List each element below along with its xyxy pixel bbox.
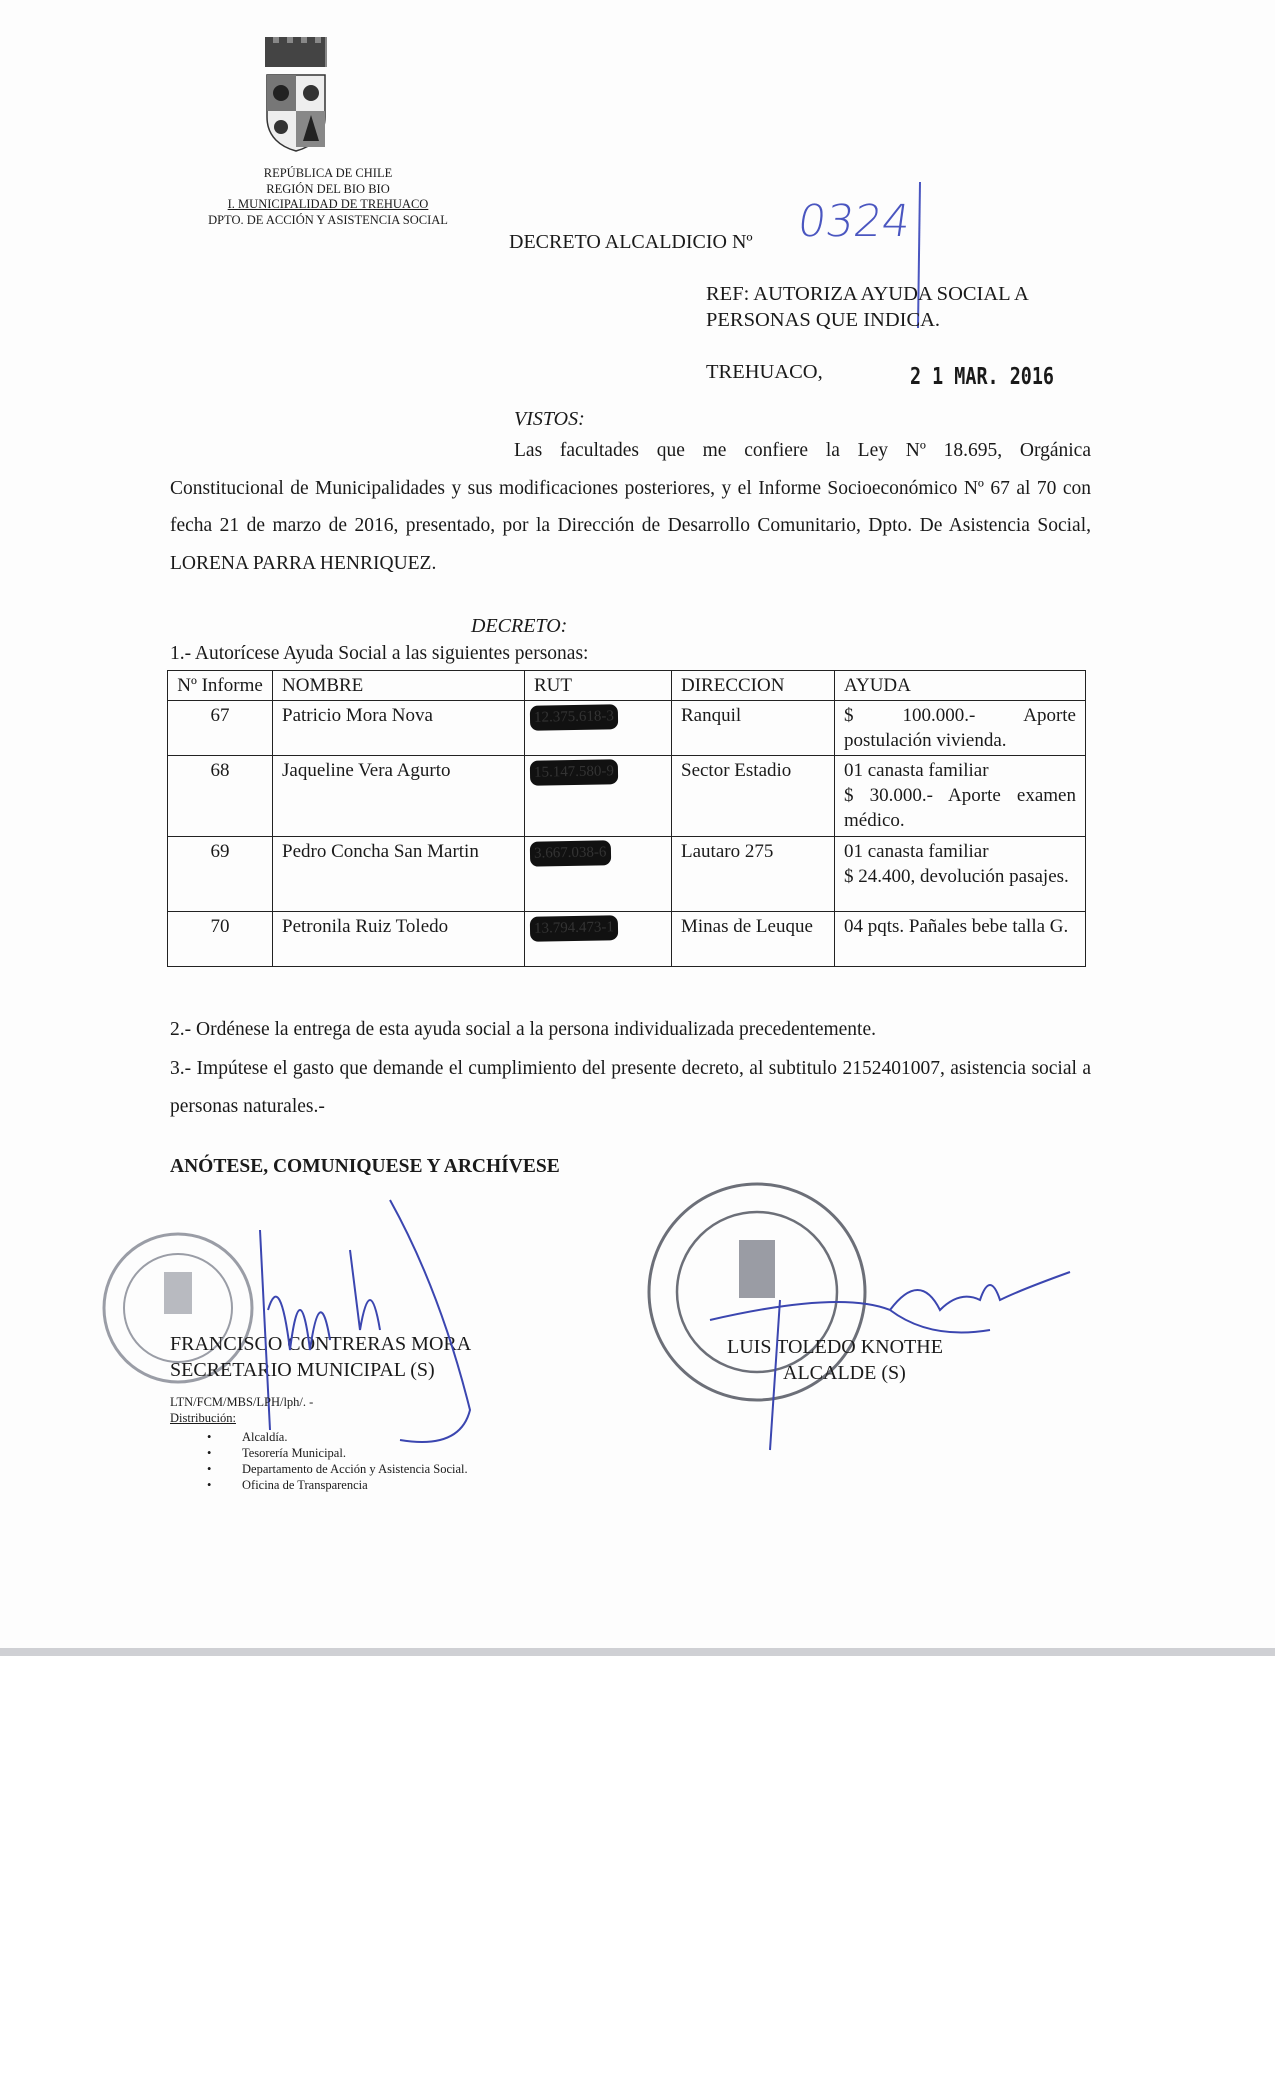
redacted-rut: 13.794.473-1 xyxy=(530,915,618,942)
ayuda-line: $ 24.400, devolución pasajes. xyxy=(844,866,1069,887)
pen-stroke xyxy=(905,180,935,330)
distribution-item: • Tesorería Municipal. xyxy=(207,1445,468,1461)
cell-ayuda: $ 100.000.- Aporte postulación vivienda. xyxy=(835,701,1086,756)
redacted-rut: 12.375.618-3 xyxy=(530,704,618,731)
date-stamp: 2 1 MAR. 2016 xyxy=(910,364,1055,390)
decree-number-handwritten: 0324 xyxy=(794,196,914,247)
cell-direccion: Sector Estadio xyxy=(672,756,835,837)
cell-rut xyxy=(525,912,672,967)
secretary-signature xyxy=(240,1190,500,1450)
cell-direccion: Lautaro 275 xyxy=(672,837,835,912)
ayuda-line: 01 canasta familiar xyxy=(844,760,989,781)
table-row xyxy=(168,756,1086,837)
secretary-title: SECRETARIO MUNICIPAL (S) xyxy=(170,1359,435,1381)
cell-direccion: Minas de Leuque xyxy=(672,912,835,967)
letterhead-line: DPTO. DE ACCIÓN Y ASISTENCIA SOCIAL xyxy=(208,212,448,227)
cell-nombre: Pedro Concha San Martin xyxy=(273,837,525,912)
decreto-heading: DECRETO: xyxy=(471,615,568,637)
letterhead-line: I. MUNICIPALIDAD DE TREHUACO xyxy=(227,197,429,211)
cell-informe: 67 xyxy=(168,701,273,756)
decreto-item-1: 1.- Autorícese Ayuda Social a las siguientes personas: xyxy=(170,643,589,664)
ref-line-2: PERSONAS QUE INDICA. xyxy=(706,309,941,331)
table-header-row xyxy=(168,671,1086,701)
cell-nombre: Patricio Mora Nova xyxy=(273,701,525,756)
vistos-text: Las facultades que me confiere la Ley Nº 18.695, Orgánica Constitucional de Municipalidades y sus modificaciones posteriores, y el Informe Socioeconómico Nº 67 al 70 con fecha 21 de marzo de 2016, presentado, por la Dirección de Desarrollo Comunitario, Dpto. De Asistencia Social, LORENA PARRA HENRIQUEZ. xyxy=(170,440,1091,574)
cell-informe: 69 xyxy=(168,837,273,912)
distribution-label: Distribución: xyxy=(170,1411,236,1425)
decree-title: DECRETO ALCALDICIO Nº xyxy=(509,231,753,253)
ref-line-1: REF: AUTORIZA AYUDA SOCIAL A xyxy=(706,283,1029,305)
letterhead xyxy=(200,166,456,228)
aid-table xyxy=(167,670,1086,967)
table-row xyxy=(168,837,1086,912)
cell-rut xyxy=(525,756,672,837)
municipal-crest-logo xyxy=(257,33,335,155)
secretary-name: FRANCISCO CONTRERAS MORA xyxy=(170,1333,472,1355)
closing-formula: ANÓTESE, COMUNIQUESE Y ARCHÍVESE xyxy=(170,1156,560,1177)
page-edge xyxy=(0,1648,1275,1656)
cell-ayuda xyxy=(835,837,1086,912)
col-header-informe: Nº Informe xyxy=(168,671,273,701)
table-row xyxy=(168,912,1086,967)
initials: LTN/FCM/MBS/LPH/lph/. - xyxy=(170,1395,314,1409)
ayuda-line: 01 canasta familiar xyxy=(844,841,989,862)
distribution-list xyxy=(207,1429,468,1493)
cell-rut xyxy=(525,701,672,756)
cell-ayuda: 04 pqts. Pañales bebe talla G. xyxy=(835,912,1086,967)
cell-informe: 68 xyxy=(168,756,273,837)
cell-direccion: Ranquil xyxy=(672,701,835,756)
col-header-nombre: NOMBRE xyxy=(273,671,525,701)
table-row xyxy=(168,701,1086,756)
distribution-item: • Alcaldía. xyxy=(207,1429,468,1445)
ayuda-line: $ 30.000.- Aporte examen médico. xyxy=(844,785,1076,831)
col-header-direccion: DIRECCION xyxy=(672,671,835,701)
redacted-rut: 15.147.580-9 xyxy=(530,759,618,786)
cell-nombre: Petronila Ruiz Toledo xyxy=(273,912,525,967)
cell-ayuda xyxy=(835,756,1086,837)
col-header-rut: RUT xyxy=(525,671,672,701)
distribution-item: • Oficina de Transparencia xyxy=(207,1477,468,1493)
letterhead-line: REPÚBLICA DE CHILE xyxy=(263,166,393,180)
vistos-heading: VISTOS: xyxy=(514,408,585,430)
mayor-signature xyxy=(690,1250,1090,1470)
decreto-item-2: 2.- Ordénese la entrega de esta ayuda social a la persona individualizada precedentemente. xyxy=(170,1019,876,1040)
redacted-rut: 3.667.038-6 xyxy=(530,840,611,866)
distribution-item: • Departamento de Acción y Asistencia Social. xyxy=(207,1461,468,1477)
letterhead-line: REGIÓN DEL BIO BIO xyxy=(266,181,390,196)
cell-rut xyxy=(525,837,672,912)
place: TREHUACO, xyxy=(706,361,823,383)
decreto-item-3: 3.- Impútese el gasto que demande el cumplimiento del presente decreto, al subtitulo 2152401007, asistencia social a personas naturales.- xyxy=(170,1058,1091,1117)
cell-nombre: Jaqueline Vera Agurto xyxy=(273,756,525,837)
mayor-name: LUIS TOLEDO KNOTHE xyxy=(727,1336,943,1358)
cell-informe: 70 xyxy=(168,912,273,967)
col-header-ayuda: AYUDA xyxy=(835,671,1086,701)
mayor-title: ALCALDE (S) xyxy=(783,1362,906,1384)
